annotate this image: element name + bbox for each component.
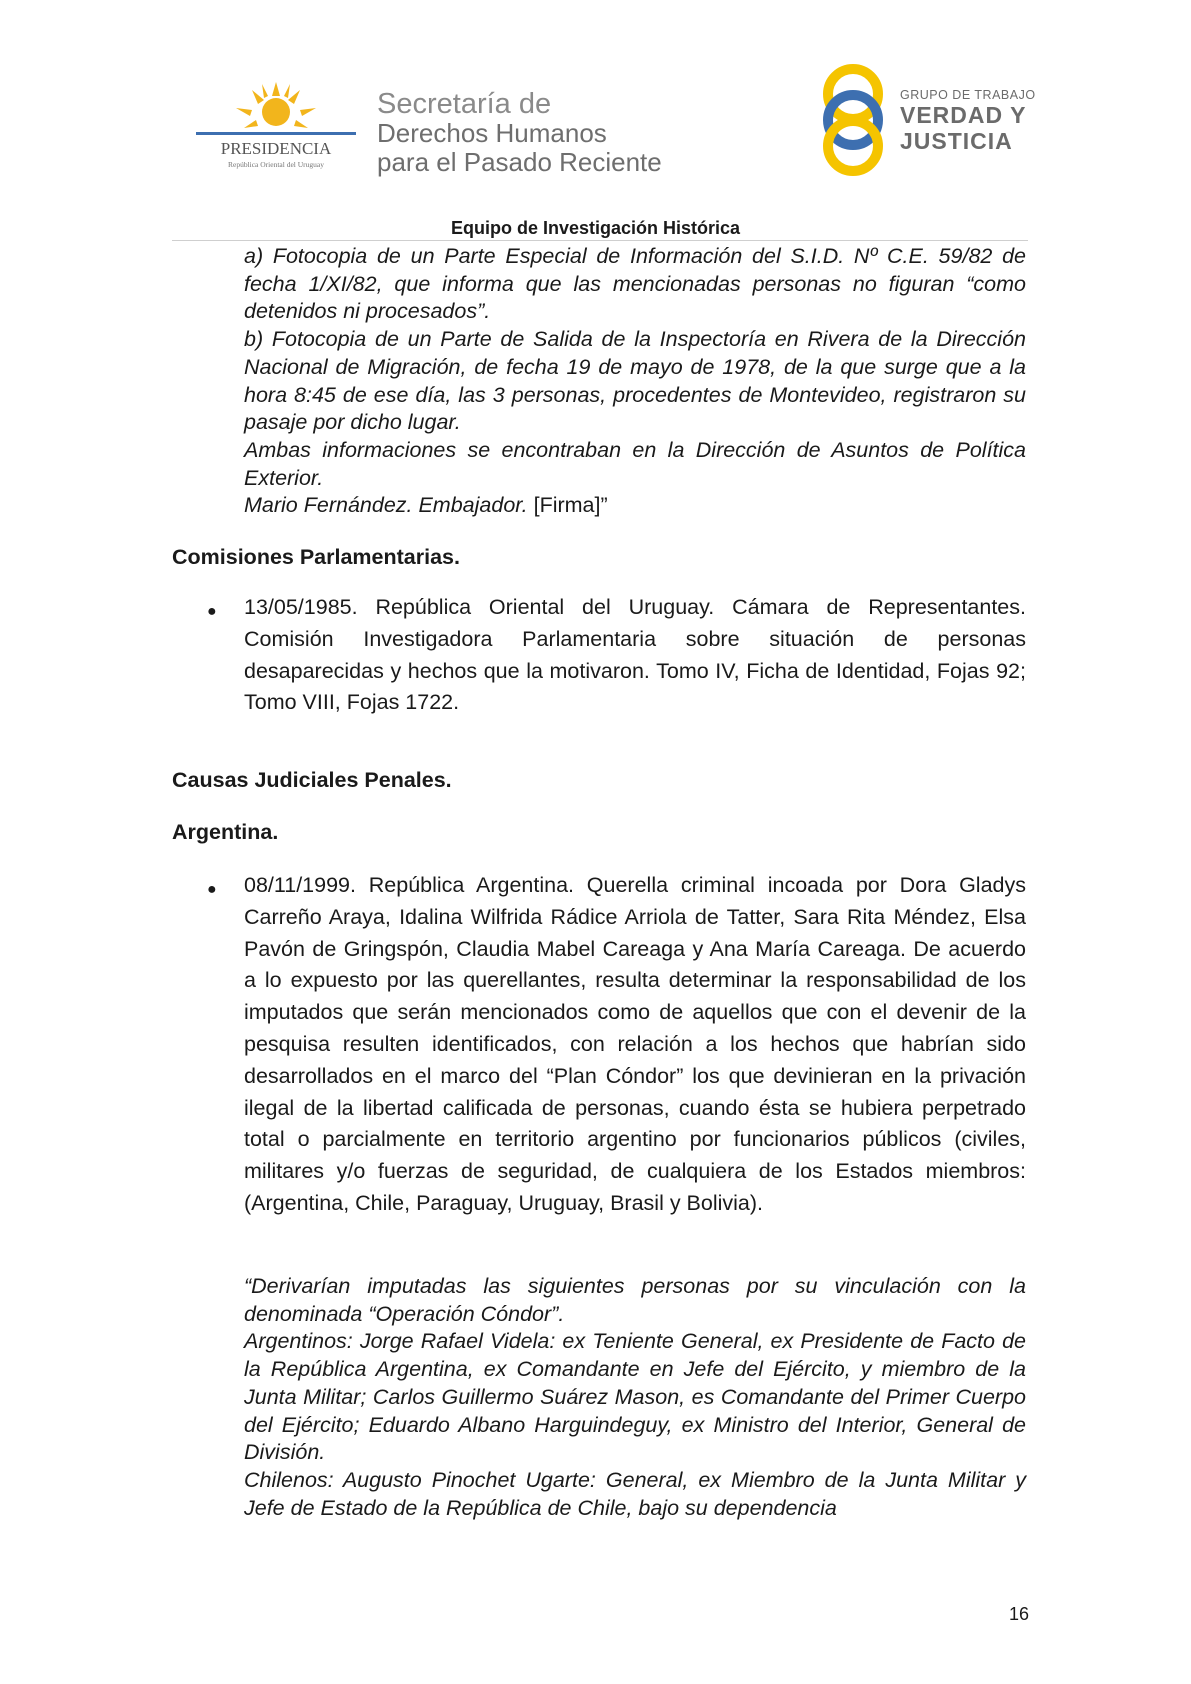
page-header: [0, 0, 1191, 200]
verdad-justicia-wordmark: [900, 88, 1036, 154]
heading-comisiones: Comisiones Parlamentarias.: [172, 545, 460, 569]
quote2-paragraph-argentinos: Argentinos: Jorge Rafael Videla: ex Teniente General, ex Presidente de Facto de la República Argentina, ex Comandante en Jefe del Ejército, y miembro de la Junta Militar; Carlos Guillermo Suárez Mason, es Comandante del Primer Cuerpo del Ejército; Eduardo Albano Harguindeguy, ex Ministro del Interior, General de División.: [244, 1329, 1026, 1465]
secretaria-line2: Derechos Humanos: [377, 118, 607, 148]
quote-block-1: [244, 243, 1026, 520]
quote1-signature-line: [244, 492, 1026, 520]
heading-causas: Causas Judiciales Penales.: [172, 768, 452, 792]
quote-block-2: [244, 1273, 1026, 1522]
secretaria-line1: Secretaría de: [377, 88, 552, 120]
bullet-querella: 08/11/1999. República Argentina. Querella criminal incoada por Dora Gladys Carreño Araya, Idalina Wilfrida Rádice Arriola de Tatter, Sara Rita Méndez, Elsa Pavón de Gringspón, Claudia Mabel Careaga y Ana María Careaga. De acuerdo a lo expuesto por las querellantes, resulta determinar la responsabilidad de los imputados que serán mencionados como de aquellos que con el devenir de la pesquisa resulten identificados, con relación a los hechos que habrían sido desarrollados en el marco del “Plan Cóndor” los que devinieran en la privación ilegal de la libertad calificada de personas, cuando ésta se hubiera perpetrado total o parcialmente en territorio argentino por funcionarios públicos (civiles, militares y/o fuerzas de seguridad, de cualquiera de los Estados miembros: (Argentina, Chile, Paraguay, Uruguay, Brasil y Bolivia).: [244, 873, 1026, 1215]
presidencia-label: PRESIDENCIA: [220, 139, 332, 158]
quote2-paragraph-chilenos: Chilenos: Augusto Pinochet Ugarte: General, ex Miembro de la Junta Militar y Jefe de Estado de la República de Chile, bajo su dependencia: [244, 1467, 1026, 1520]
signer: Mario Fernández. Embajador.: [244, 493, 528, 518]
quote1-paragraph-a: a) Fotocopia de un Parte Especial de Información del S.I.D. Nº C.E. 59/82 de fecha 1/XI/82, que informa que las mencionadas personas no figuran “como detenidos ni procesados”.: [244, 244, 1026, 324]
header-rule: [172, 240, 1028, 241]
quote1-paragraph-ambas: Ambas informaciones se encontraban en la Dirección de Asuntos de Política Exterior.: [244, 437, 1026, 490]
secretaria-line3: para el Pasado Reciente: [377, 147, 662, 177]
secretaria-wordmark: [377, 90, 662, 177]
bullet-dot: ●: [207, 881, 217, 898]
vj-line1: VERDAD Y: [900, 102, 1027, 128]
firma-mark: [Firma]”: [533, 493, 608, 518]
vj-line2: JUSTICIA: [900, 128, 1013, 154]
presidencia-sun-logo: [196, 82, 356, 182]
heading-argentina: Argentina.: [172, 820, 279, 844]
presidencia-sub: República Oriental del Uruguay: [227, 160, 325, 169]
page-number: 16: [1008, 1604, 1029, 1624]
bullet-dot: ●: [207, 603, 217, 620]
quote2-paragraph-intro: “Derivarían imputadas las siguientes personas por su vinculación con la denominada “Operación Cóndor”.: [244, 1274, 1026, 1326]
vj-small-label: GRUPO DE TRABAJO: [900, 88, 1036, 102]
bullet-comisiones: 13/05/1985. República Oriental del Uruguay. Cámara de Representantes. Comisión Investigadora Parlamentaria sobre situación de personas desaparecidas y hechos que la motivaron. Tomo IV, Ficha de Identidad, Fojas 92; Tomo VIII, Fojas 1722.: [244, 595, 1026, 715]
quote1-paragraph-b: b) Fotocopia de un Parte de Salida de la Inspectoría en Rivera de la Dirección Nacional de Migración, de fecha 19 de mayo de 1978, de la que surge que a la hora 8:45 de ese día, las 3 personas, procedentes de Montevideo, registraron su pasaje por dicho lugar.: [244, 327, 1026, 435]
team-title: Equipo de Investigación Histórica: [450, 218, 741, 238]
